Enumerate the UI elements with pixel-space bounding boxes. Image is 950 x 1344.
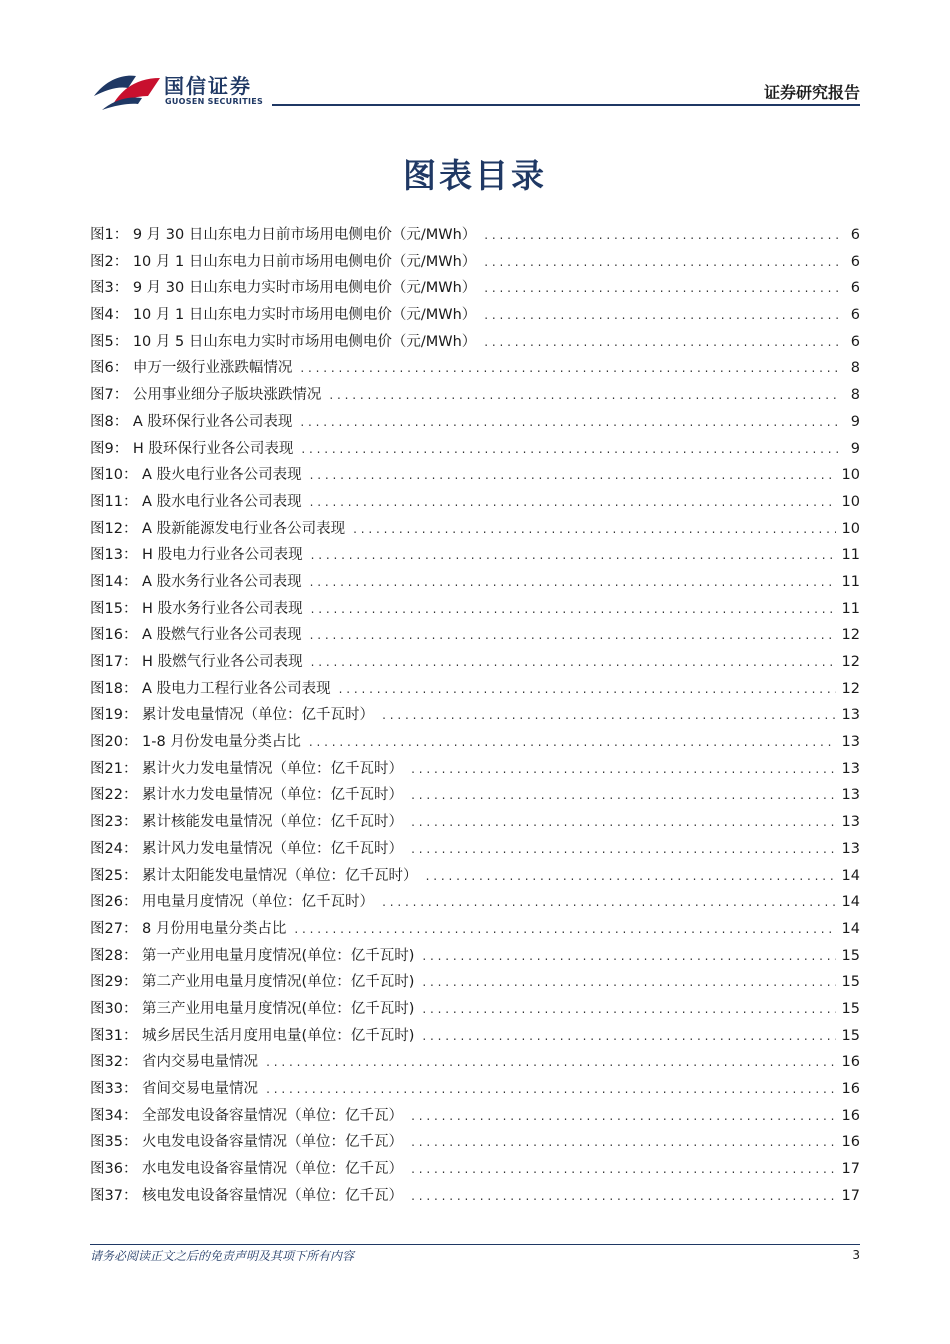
toc-dot-leader [329, 382, 840, 409]
toc-entry-page: 12 [841, 627, 860, 644]
toc-entry[interactable] [90, 622, 860, 649]
toc-entry-label: 图4： 10 月 1 日山东电力实时市场用电侧电价（元/MWh） [90, 307, 477, 324]
toc-entry-label: 图37： 核电发电设备容量情况（单位：亿千瓦） [90, 1187, 404, 1204]
toc-entry-label: 图6： 申万一级行业涨跌幅情况 [90, 360, 293, 377]
toc-dot-leader [484, 329, 840, 356]
guosen-logo-icon [92, 66, 162, 110]
toc-dot-leader [422, 969, 835, 996]
toc-dot-leader [422, 943, 835, 970]
toc-entry-page: 16 [841, 1134, 860, 1151]
toc-dot-leader [266, 1076, 835, 1103]
toc-dot-leader [301, 436, 840, 463]
toc-entry-label: 图7： 公用事业细分子版块涨跌情况 [90, 387, 322, 404]
toc-entry-label: 图11： A 股水电行业各公司表现 [90, 493, 302, 510]
toc-entry[interactable] [90, 1049, 860, 1076]
toc-dot-leader [411, 756, 835, 783]
toc-entry-label: 图3： 9 月 30 日山东电力实时市场用电侧电价（元/MWh） [90, 280, 477, 297]
toc-dot-leader [426, 863, 836, 890]
toc-entry-label: 图20： 1-8 月份发电量分类占比 [90, 734, 301, 751]
toc-dot-leader [311, 542, 836, 569]
toc-dot-leader [422, 996, 835, 1023]
toc-entry-label: 图17： H 股燃气行业各公司表现 [90, 654, 303, 670]
toc-entry-page: 13 [841, 814, 860, 831]
toc-entry-label: 图22： 累计水力发电量情况（单位：亿千瓦时） [90, 787, 404, 804]
toc-entry-label: 图13： H 股电力行业各公司表现 [90, 547, 303, 564]
toc-dot-leader [309, 729, 836, 756]
toc-entry[interactable] [90, 409, 860, 436]
page-header [90, 62, 860, 110]
toc-dot-leader [339, 676, 836, 703]
toc-entry-label: 图30： 第三产业用电量月度情况(单位：亿千瓦时) [90, 1000, 415, 1017]
toc-entry[interactable] [90, 782, 860, 809]
toc-entry-page: 16 [841, 1107, 860, 1124]
toc-dot-leader [411, 1103, 835, 1130]
toc-entry[interactable] [90, 222, 860, 249]
toc-entry-page: 6 [850, 307, 860, 324]
toc-entry[interactable] [90, 1103, 860, 1130]
toc-dot-leader [266, 1049, 835, 1076]
toc-entry-page: 8 [850, 360, 860, 377]
toc-entry-label: 图35： 火电发电设备容量情况（单位：亿千瓦） [90, 1134, 404, 1151]
toc-entry-page: 16 [841, 1081, 860, 1097]
toc-entry[interactable] [90, 462, 860, 489]
toc-entry[interactable] [90, 889, 860, 916]
toc-entry[interactable] [90, 649, 860, 676]
toc-dot-leader [382, 702, 835, 729]
toc-entry[interactable] [90, 436, 860, 463]
toc-entry-page: 13 [841, 734, 860, 751]
toc-entry-page: 14 [841, 920, 860, 937]
toc-entry-label: 图26： 用电量月度情况（单位：亿千瓦时） [90, 894, 375, 911]
toc-entry[interactable] [90, 355, 860, 382]
logo-chinese-name: 国信证券 [164, 74, 252, 98]
toc-dot-leader [310, 622, 836, 649]
toc-dot-leader [411, 1129, 835, 1156]
toc-entry[interactable] [90, 302, 860, 329]
toc-entry-label: 图34： 全部发电设备容量情况（单位：亿千瓦） [90, 1107, 404, 1124]
page-number: 3 [852, 1248, 860, 1262]
toc-entry[interactable] [90, 836, 860, 863]
toc-dot-leader [300, 355, 840, 382]
toc-entry-label: 图15： H 股水务行业各公司表现 [90, 600, 303, 617]
toc-entry[interactable] [90, 676, 860, 703]
toc-entry-page: 6 [850, 253, 860, 270]
toc-entry-page: 6 [850, 227, 860, 243]
toc-entry-label: 图19： 累计发电量情况（单位：亿千瓦时） [90, 707, 375, 724]
toc-entry-page: 9 [850, 440, 860, 457]
toc-entry[interactable] [90, 1023, 860, 1050]
toc-entry-page: 12 [841, 680, 860, 697]
document-type-label: 证券研究报告 [763, 83, 860, 102]
toc-entry[interactable] [90, 1156, 860, 1183]
toc-entry-label: 图33： 省间交易电量情况 [90, 1081, 259, 1097]
toc-entry-page: 14 [841, 894, 860, 911]
toc-dot-leader [411, 782, 835, 809]
toc-entry-page: 10 [841, 493, 860, 510]
toc-entry-page: 6 [850, 333, 860, 350]
toc-dot-leader [484, 275, 840, 302]
toc-entry-label: 图10： A 股火电行业各公司表现 [90, 467, 302, 484]
toc-entry-page: 17 [841, 1161, 860, 1178]
toc-entry-page: 14 [841, 867, 860, 884]
toc-dot-leader [422, 1023, 835, 1050]
toc-entry-label: 图9： H 股环保行业各公司表现 [90, 440, 294, 457]
toc-entry-page: 11 [841, 600, 860, 617]
toc-dot-leader [311, 596, 836, 623]
toc-entry-label: 图2： 10 月 1 日山东电力日前市场用电侧电价（元/MWh） [90, 253, 477, 270]
toc-dot-leader [311, 649, 836, 676]
toc-dot-leader [484, 222, 840, 249]
toc-entry-page: 13 [841, 787, 860, 804]
toc-entry[interactable] [90, 275, 860, 302]
toc-entry[interactable] [90, 809, 860, 836]
toc-dot-leader [300, 409, 840, 436]
toc-entry[interactable] [90, 516, 860, 543]
toc-entry-page: 10 [841, 520, 860, 537]
toc-entry[interactable] [90, 756, 860, 783]
toc-entry[interactable] [90, 916, 860, 943]
toc-entry-label: 图12： A 股新能源发电行业各公司表现 [90, 520, 346, 537]
toc-entry[interactable] [90, 863, 860, 890]
toc-dot-leader [484, 249, 840, 276]
toc-dot-leader [484, 302, 840, 329]
toc-dot-leader [411, 809, 835, 836]
toc-dot-leader [294, 916, 835, 943]
toc-entry-page: 16 [841, 1054, 860, 1071]
toc-entry-page: 9 [850, 413, 860, 430]
logo-english-name: GUOSEN SECURITIES [165, 97, 264, 106]
toc-entry[interactable] [90, 1129, 860, 1156]
toc-entry-page: 13 [841, 707, 860, 724]
toc-entry-label: 图5： 10 月 5 日山东电力实时市场用电侧电价（元/MWh） [90, 333, 477, 350]
toc-entry[interactable] [90, 1076, 860, 1103]
toc-entry-page: 12 [841, 654, 860, 670]
toc-entry-page: 11 [841, 573, 860, 590]
toc-entry-page: 15 [841, 1027, 860, 1044]
toc-entry-label: 图29： 第二产业用电量月度情况(单位：亿千瓦时) [90, 974, 415, 991]
toc-entry-page: 8 [850, 387, 860, 404]
toc-entry-label: 图8： A 股环保行业各公司表现 [90, 413, 293, 430]
toc-dot-leader [310, 569, 836, 596]
toc-entry-label: 图23： 累计核能发电量情况（单位：亿千瓦时） [90, 814, 404, 831]
toc-entry-label: 图31： 城乡居民生活月度用电量(单位：亿千瓦时) [90, 1027, 415, 1044]
toc-entry-page: 13 [841, 840, 860, 857]
toc-entry-label: 图27： 8 月份用电量分类占比 [90, 920, 287, 937]
toc-dot-leader [382, 889, 835, 916]
toc-dot-leader [411, 836, 835, 863]
table-of-figures [90, 222, 860, 1209]
toc-entry[interactable] [90, 329, 860, 356]
header-divider [272, 104, 860, 106]
toc-entry[interactable] [90, 542, 860, 569]
toc-entry-page: 15 [841, 1000, 860, 1017]
toc-entry-page: 15 [841, 974, 860, 991]
toc-entry-label: 图25： 累计太阳能发电量情况（单位：亿千瓦时） [90, 867, 418, 884]
toc-entry[interactable] [90, 729, 860, 756]
toc-entry[interactable] [90, 489, 860, 516]
footer-disclaimer: 请务必阅读正文之后的免责声明及其项下所有内容 [90, 1249, 355, 1263]
toc-entry-page: 6 [850, 280, 860, 297]
toc-entry[interactable] [90, 943, 860, 970]
toc-entry-page: 10 [841, 467, 860, 484]
toc-entry-label: 图18： A 股电力工程行业各公司表现 [90, 680, 331, 697]
toc-entry-label: 图36： 水电发电设备容量情况（单位：亿千瓦） [90, 1161, 404, 1178]
footer-divider [90, 1244, 860, 1245]
toc-entry[interactable] [90, 969, 860, 996]
toc-entry-label: 图21： 累计火力发电量情况（单位：亿千瓦时） [90, 760, 404, 777]
toc-entry-label: 图16： A 股燃气行业各公司表现 [90, 627, 302, 644]
toc-entry-page: 13 [841, 760, 860, 777]
toc-entry[interactable] [90, 596, 860, 623]
toc-entry[interactable] [90, 569, 860, 596]
toc-dot-leader [310, 489, 836, 516]
toc-entry[interactable] [90, 996, 860, 1023]
toc-entry-label: 图14： A 股水务行业各公司表现 [90, 573, 302, 590]
toc-dot-leader [411, 1183, 835, 1210]
toc-entry-label: 图32： 省内交易电量情况 [90, 1054, 259, 1071]
page-title: 图表目录 [403, 156, 547, 195]
toc-entry[interactable] [90, 1183, 860, 1210]
toc-dot-leader [310, 462, 836, 489]
toc-entry-page: 15 [841, 947, 860, 964]
toc-dot-leader [353, 516, 835, 543]
toc-entry-label: 图28： 第一产业用电量月度情况(单位：亿千瓦时) [90, 947, 415, 964]
toc-entry-label: 图1： 9 月 30 日山东电力日前市场用电侧电价（元/MWh） [90, 227, 477, 243]
toc-entry-page: 17 [841, 1187, 860, 1204]
toc-entry-label: 图24： 累计风力发电量情况（单位：亿千瓦时） [90, 840, 404, 857]
toc-entry[interactable] [90, 382, 860, 409]
toc-entry[interactable] [90, 249, 860, 276]
toc-entry-page: 11 [841, 547, 860, 564]
toc-dot-leader [411, 1156, 835, 1183]
toc-entry[interactable] [90, 702, 860, 729]
